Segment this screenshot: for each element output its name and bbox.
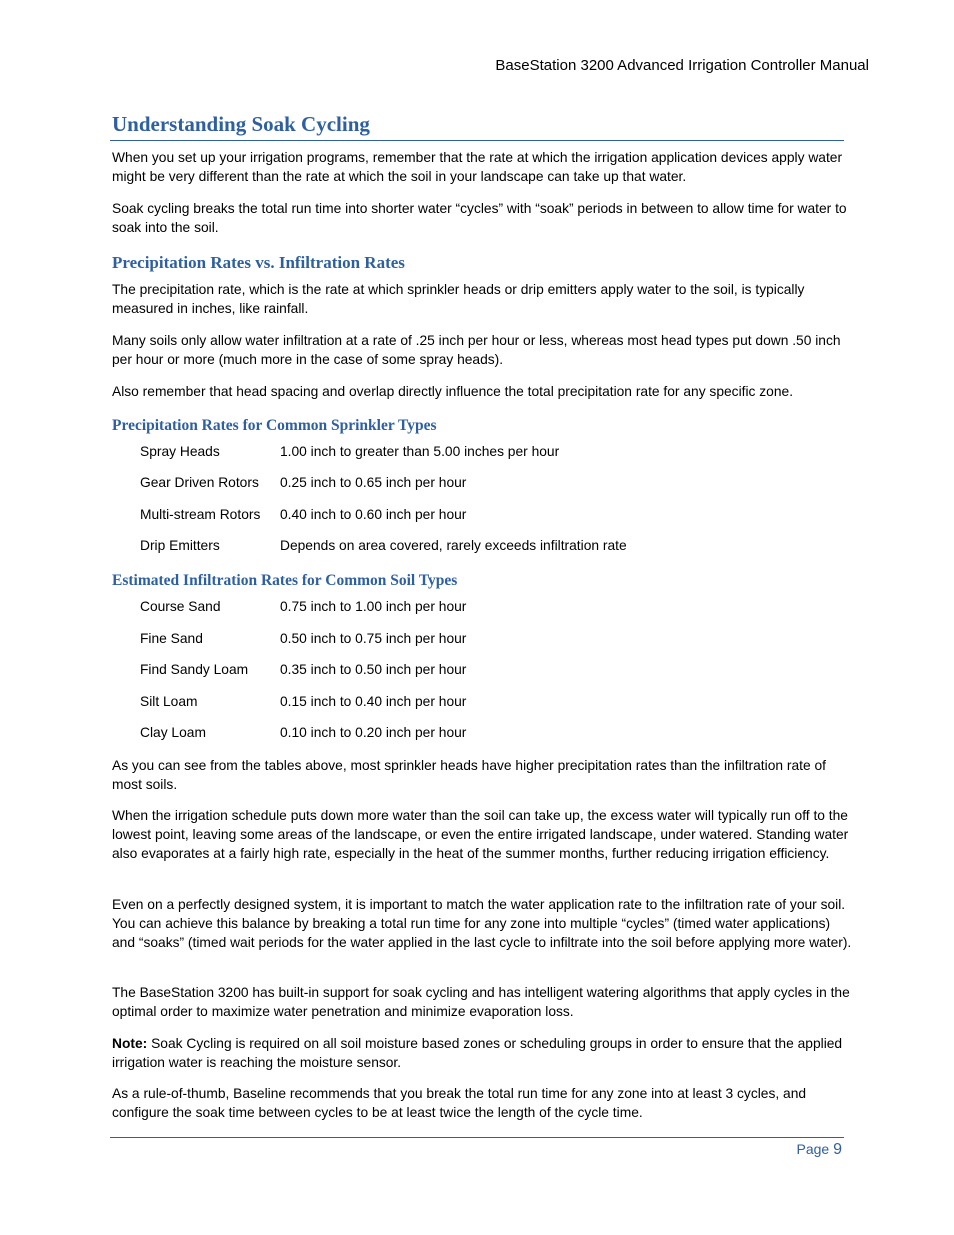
soil-type: Find Sandy Loam [140,662,249,677]
soil-rates-heading: Estimated Infiltration Rates for Common Soil Types [112,572,458,589]
page-number [797,1141,843,1159]
soil-type: Clay Loam [140,725,206,740]
soil-rate: 0.50 inch to 0.75 inch per hour [280,631,467,646]
closing-paragraph-2: When the irrigation schedule puts down more water than the soil can take up, the excess water will typically run off to the lowest point, leaving some areas of the landscape, or even the entire irrigated landscape, under watered. Standing water also evaporates at a fairly high rate, especially in the heat of the summer months, further reducing irrigation efficiency. [112,808,849,862]
sprinkler-type: Drip Emitters [140,538,220,553]
sprinkler-rate: 1.00 inch to greater than 5.00 inches per hour [280,444,560,459]
soil-type: Fine Sand [140,631,203,646]
final-paragraph: As a rule-of-thumb, Baseline recommends that you break the total run time for any zone into at least 3 cycles, and configure the soak time between cycles to be at least twice the length of the cycle time. [112,1086,807,1121]
soil-type: Course Sand [140,599,221,614]
sprinkler-rate: 0.25 inch to 0.65 inch per hour [280,475,467,490]
section-title-rule [110,140,844,141]
note-text: Soak Cycling is required on all soil moisture based zones or scheduling groups in order to ensure that the applied irrigation water is reaching the moisture sensor. [112,1036,843,1071]
closing-paragraph-3: Even on a perfectly designed system, it is important to match the water application rate to the infiltration rate of your soil. You can achieve this balance by breaking a total run time for any zone into multiple “cycles” (timed water applications) and “soaks” (timed wait periods for the water applied in the last cycle to infiltrate into the soil before applying more water). [112,897,852,951]
closing-paragraph-4: The BaseStation 3200 has built-in support for soak cycling and has intelligent watering algorithms that apply cycles in the optimal order to maximize water penetration and minimize evaporation loss. [112,985,850,1020]
closing-paragraph-1: As you can see from the tables above, most sprinkler heads have higher precipitation rates than the infiltration rate of most soils. [112,758,827,793]
precip-paragraph-2: Many soils only allow water infiltration at a rate of .25 inch per hour or less, whereas most head types put down .50 inch per hour or more (much more in the case of some spray heads). [112,333,841,368]
footer-rule [110,1137,844,1138]
precip-paragraph-3: Also remember that head spacing and overlap directly influence the total precipitation rate for any specific zone. [112,384,794,399]
intro-paragraph-1: When you set up your irrigation programs, remember that the rate at which the irrigation application devices apply water might be very different than the rate at which the soil in your landscape can take up that water. [112,150,843,185]
sprinkler-type: Multi-stream Rotors [140,507,261,522]
soil-rate: 0.75 inch to 1.00 inch per hour [280,599,467,614]
note-label: Note: [112,1036,148,1051]
sprinkler-rate: Depends on area covered, rarely exceeds infiltration rate [280,538,627,553]
sprinkler-type: Gear Driven Rotors [140,475,259,490]
soil-rate: 0.10 inch to 0.20 inch per hour [280,725,467,740]
section-title: Understanding Soak Cycling [112,112,370,136]
sprinkler-type: Spray Heads [140,444,220,459]
page-number-value: 9 [833,1141,842,1158]
precip-vs-infil-heading: Precipitation Rates vs. Infiltration Rates [112,253,405,272]
precip-paragraph-1: The precipitation rate, which is the rate at which sprinkler heads or drip emitters apply water to the soil, is typically measured in inches, like rainfall. [112,282,805,317]
intro-paragraph-2: Soak cycling breaks the total run time into shorter water “cycles” with “soak” periods in between to allow time for water to soak into the soil. [112,201,847,236]
header-title: BaseStation 3200 Advanced Irrigation Controller Manual [495,57,869,74]
soil-rate: 0.35 inch to 0.50 inch per hour [280,662,467,677]
page-label: Page [796,1141,830,1157]
note-paragraph [112,1034,852,1072]
soil-rate: 0.15 inch to 0.40 inch per hour [280,694,467,709]
soil-type: Silt Loam [140,694,198,709]
sprinkler-rates-heading: Precipitation Rates for Common Sprinkler Types [112,417,437,434]
sprinkler-rate: 0.40 inch to 0.60 inch per hour [280,507,467,522]
